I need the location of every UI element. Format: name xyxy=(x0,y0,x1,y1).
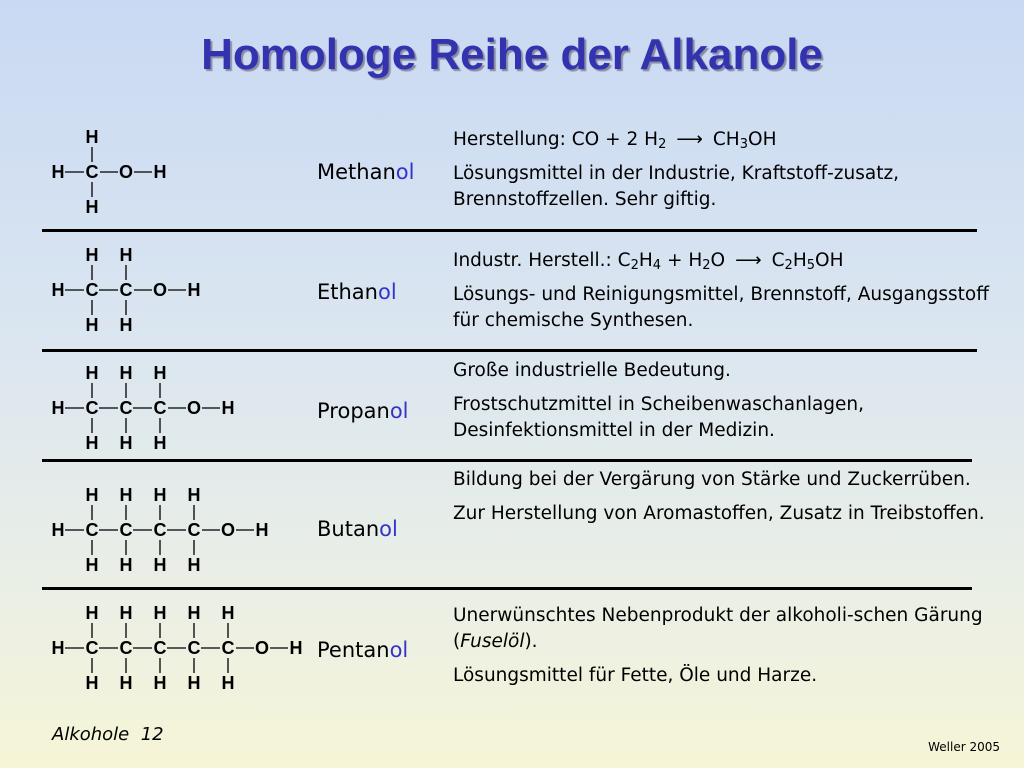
atom-c: C xyxy=(153,398,167,418)
atom-h: H xyxy=(153,485,167,505)
name-methanol xyxy=(317,160,414,184)
atom-o: O xyxy=(186,398,202,418)
info-line: Industr. Herstell.: $C_2H_4 + H_2O$ ⟶ $C_2H_5OH$ xyxy=(453,250,844,273)
row-divider xyxy=(42,349,977,352)
atom-h: H xyxy=(187,673,201,693)
atom-h: H xyxy=(255,520,269,540)
info-line: Große industrielle Bedeutung. xyxy=(453,360,731,381)
name-stem: Methan xyxy=(317,160,396,184)
atom-c: C xyxy=(85,280,99,300)
name-suffix: ol xyxy=(395,160,415,184)
atom-h: H xyxy=(85,197,99,217)
atom-c: C xyxy=(85,638,99,658)
atom-h: H xyxy=(85,315,99,335)
atom-h: H xyxy=(85,127,99,147)
name-suffix: ol xyxy=(378,280,397,304)
atom-h: H xyxy=(85,673,99,693)
atom-o: O xyxy=(220,520,236,540)
info-line: Lösungsmittel in der Industrie, Kraftstoff-zusatz, Brennstoffzellen. Sehr giftig. xyxy=(453,163,900,210)
info-emphasis: Fuselöl xyxy=(460,631,525,652)
info-text: Unerwünschtes Nebenprodukt der alkoholi-schen Gärung ( xyxy=(453,605,983,652)
atom-h: H xyxy=(85,603,99,623)
atom-h: H xyxy=(51,520,65,540)
structure-ethanol xyxy=(44,238,314,348)
info-propanol xyxy=(453,358,993,452)
atom-c: C xyxy=(119,520,133,540)
atom-h: H xyxy=(153,603,167,623)
name-stem: Pentan xyxy=(317,638,390,662)
info-pentanol xyxy=(453,603,993,697)
info-line: Lösungs- und Reinigungsmittel, Brennstoff, Ausgangsstoff für chemische Synthesen. xyxy=(453,284,989,331)
atom-o: O xyxy=(118,162,134,182)
atom-o: O xyxy=(152,280,168,300)
atom-c: C xyxy=(85,398,99,418)
atom-h: H xyxy=(119,485,133,505)
atom-c: C xyxy=(85,520,99,540)
atom-h: H xyxy=(119,555,133,575)
info-line xyxy=(453,603,993,655)
atom-c: C xyxy=(85,162,99,182)
atom-h: H xyxy=(119,603,133,623)
name-butanol xyxy=(317,517,398,541)
name-stem: Butan xyxy=(317,517,380,541)
info-text: ). xyxy=(524,631,538,652)
info-line: Lösungsmittel für Fette, Öle und Harze. xyxy=(453,665,818,686)
atom-h: H xyxy=(187,555,201,575)
name-suffix: ol xyxy=(389,638,409,662)
atom-c: C xyxy=(153,638,167,658)
atom-h: H xyxy=(187,280,201,300)
atom-c: C xyxy=(153,520,167,540)
atom-h: H xyxy=(85,363,99,383)
atom-c: C xyxy=(119,280,133,300)
atom-h: H xyxy=(153,363,167,383)
structure-propanol xyxy=(44,356,314,466)
atom-h: H xyxy=(153,162,167,182)
atom-c: C xyxy=(119,638,133,658)
atom-c: C xyxy=(221,638,235,658)
name-stem: Propan xyxy=(317,399,390,423)
footer-slide-label: Alkohole 12 xyxy=(52,724,164,745)
info-line: Bildung bei der Vergärung von Stärke und Zuckerrüben. xyxy=(453,469,971,490)
atom-h: H xyxy=(187,485,201,505)
atom-h: H xyxy=(85,245,99,265)
atom-h: H xyxy=(51,280,65,300)
info-line: Frostschutzmittel in Scheibenwaschanlagen, Desinfektionsmittel in der Medizin. xyxy=(453,394,865,441)
atom-h: H xyxy=(51,398,65,418)
structure-methanol xyxy=(44,120,314,230)
atom-h: H xyxy=(85,433,99,453)
atom-h: H xyxy=(187,603,201,623)
atom-h: H xyxy=(51,638,65,658)
name-pentanol xyxy=(317,638,408,662)
info-line: Herstellung: CO + 2 $H_2$ ⟶ $CH_3OH$ xyxy=(453,129,777,152)
atom-h: H xyxy=(221,603,235,623)
atom-c: C xyxy=(187,520,201,540)
structure-butanol xyxy=(44,478,314,588)
atom-h: H xyxy=(289,638,303,658)
info-methanol xyxy=(453,127,993,221)
info-line: Zur Herstellung von Aromastoffen, Zusatz in Treibstoffen. xyxy=(453,503,985,524)
atom-h: H xyxy=(119,363,133,383)
name-suffix: ol xyxy=(379,517,398,541)
name-propanol xyxy=(317,399,409,423)
footer-author: Weller 2005 xyxy=(928,740,1000,754)
atom-h: H xyxy=(153,673,167,693)
atom-h: H xyxy=(221,673,235,693)
name-ethanol xyxy=(317,280,397,304)
atom-h: H xyxy=(119,315,133,335)
info-butanol xyxy=(453,467,993,535)
atom-c: C xyxy=(187,638,201,658)
name-suffix: ol xyxy=(389,399,409,423)
structure-pentanol xyxy=(44,596,314,706)
atom-h: H xyxy=(85,555,99,575)
info-ethanol xyxy=(453,248,993,342)
atom-h: H xyxy=(51,162,65,182)
atom-h: H xyxy=(119,673,133,693)
atom-o: O xyxy=(254,638,270,658)
atom-h: H xyxy=(85,485,99,505)
atom-c: C xyxy=(119,398,133,418)
atom-h: H xyxy=(119,245,133,265)
atom-h: H xyxy=(119,433,133,453)
atom-h: H xyxy=(153,555,167,575)
atom-h: H xyxy=(153,433,167,453)
atom-h: H xyxy=(221,398,235,418)
slide-title: Homologe Reihe der Alkanole xyxy=(201,30,823,79)
name-stem: Ethan xyxy=(317,280,378,304)
